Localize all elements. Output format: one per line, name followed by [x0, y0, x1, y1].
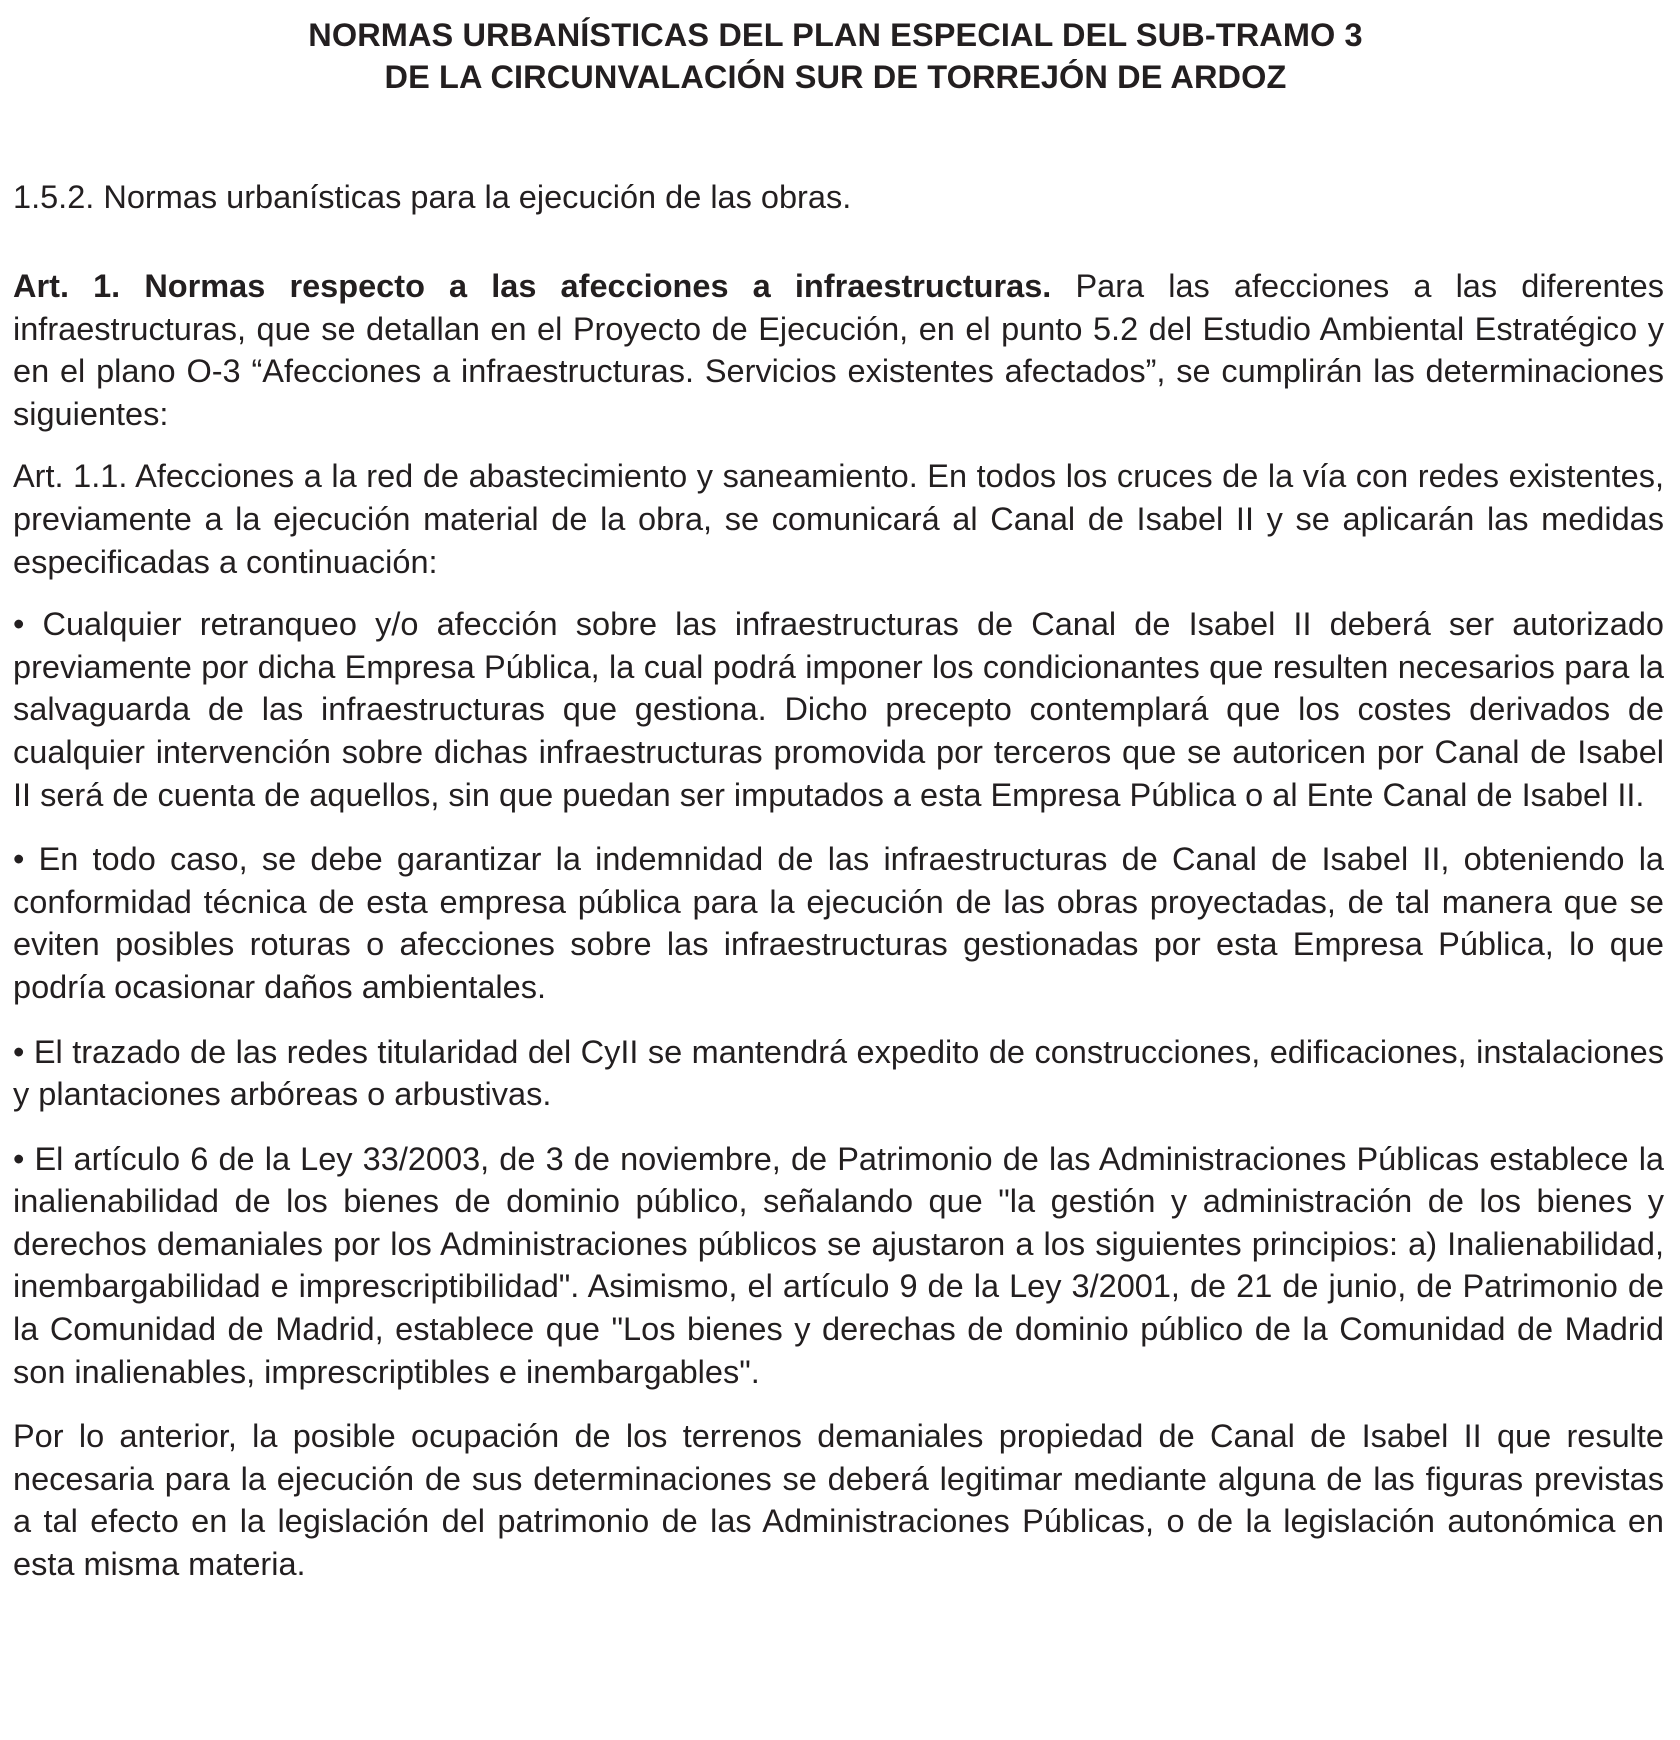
article-1-1-paragraph: Art. 1.1. Afecciones a la red de abastecimiento y saneamiento. En todos los cruces de la vía con redes existentes, previamente a la ejecución material de la obra, se comunicará al Canal de Isabel II y se aplicarán las medidas especificadas a continuación: — [13, 458, 1664, 580]
document-title — [13, 14, 1664, 98]
article-1-paragraph — [13, 265, 1664, 435]
article-1-heading: Art. 1. Normas respecto a las afecciones a infraestructuras. — [13, 268, 1052, 304]
article-1-text: Para las afecciones a las diferentes infraestructuras, que se detallan en el Proyecto de Ejecución, en el punto 5.2 del Estudio Ambiental Estratégico y en el plano O-3 “Afecciones a infraestructuras. Servicios existentes afectados”, se cumplirán las determinaciones siguientes: — [13, 268, 1664, 432]
bullet-paragraph-4: • El artículo 6 de la Ley 33/2003, de 3 de noviembre, de Patrimonio de las Administraciones Públicas establece la inalienabilidad de los bienes de dominio público, señalando que "la gestión y administración de los bienes y derechos demaniales por los Administraciones públicos se ajustaron a los siguientes principios: a) Inalienabilidad, inembargabilidad e imprescriptibilidad". Asimismo, el artículo 9 de la Ley 3/2001, de 21 de junio, de Patrimonio de la Comunidad de Madrid, establece que "Los bienes y derechas de dominio público de la Comunidad de Madrid son inalienables, imprescriptibles e inembargables". — [13, 1140, 1664, 1390]
title-line-2: DE LA CIRCUNVALACIÓN SUR DE TORREJÓN DE ARDOZ — [384, 59, 1287, 95]
title-line-1: NORMAS URBANÍSTICAS DEL PLAN ESPECIAL DEL SUB-TRAMO 3 — [308, 17, 1363, 53]
final-paragraph: Por lo anterior, la posible ocupación de los terrenos demaniales propiedad de Canal de Isabel II que resulte necesaria para la ejecución de sus determinaciones se deberá legitimar mediante alguna de las figuras previstas a tal efecto en la legislación del patrimonio de las Administraciones Públicas, o de la legislación autonómica en esta misma materia. — [13, 1418, 1664, 1583]
section-heading: 1.5.2. Normas urbanísticas para la ejecución de las obras. — [13, 179, 852, 215]
bullet-paragraph-3: • El trazado de las redes titularidad del CyII se mantendrá expedito de construcciones, edificaciones, instalaciones y plantaciones arbóreas o arbustivas. — [13, 1033, 1664, 1113]
bullet-paragraph-1: • Cualquier retranqueo y/o afección sobre las infraestructuras de Canal de Isabel II deberá ser autorizado previamente por dicha Empresa Pública, la cual podrá imponer los condicionantes que resulten necesarios para la salvaguarda de las infraestructuras que gestiona. Dicho precepto contemplará que los costes derivados de cualquier intervención sobre dichas infraestructuras promovida por terceros que se autoricen por Canal de Isabel II será de cuenta de aquellos, sin que puedan ser imputados a esta Empresa Pública o al Ente Canal de Isabel II. — [13, 606, 1664, 813]
bullet-paragraph-2: • En todo caso, se debe garantizar la indemnidad de las infraestructuras de Canal de Isabel II, obteniendo la conformidad técnica de esta empresa pública para la ejecución de las obras proyectadas, de tal manera que se eviten posibles roturas o afecciones sobre las infraestructuras gestionadas por esta Empresa Pública, lo que podría ocasionar daños ambientales. — [13, 841, 1664, 1005]
